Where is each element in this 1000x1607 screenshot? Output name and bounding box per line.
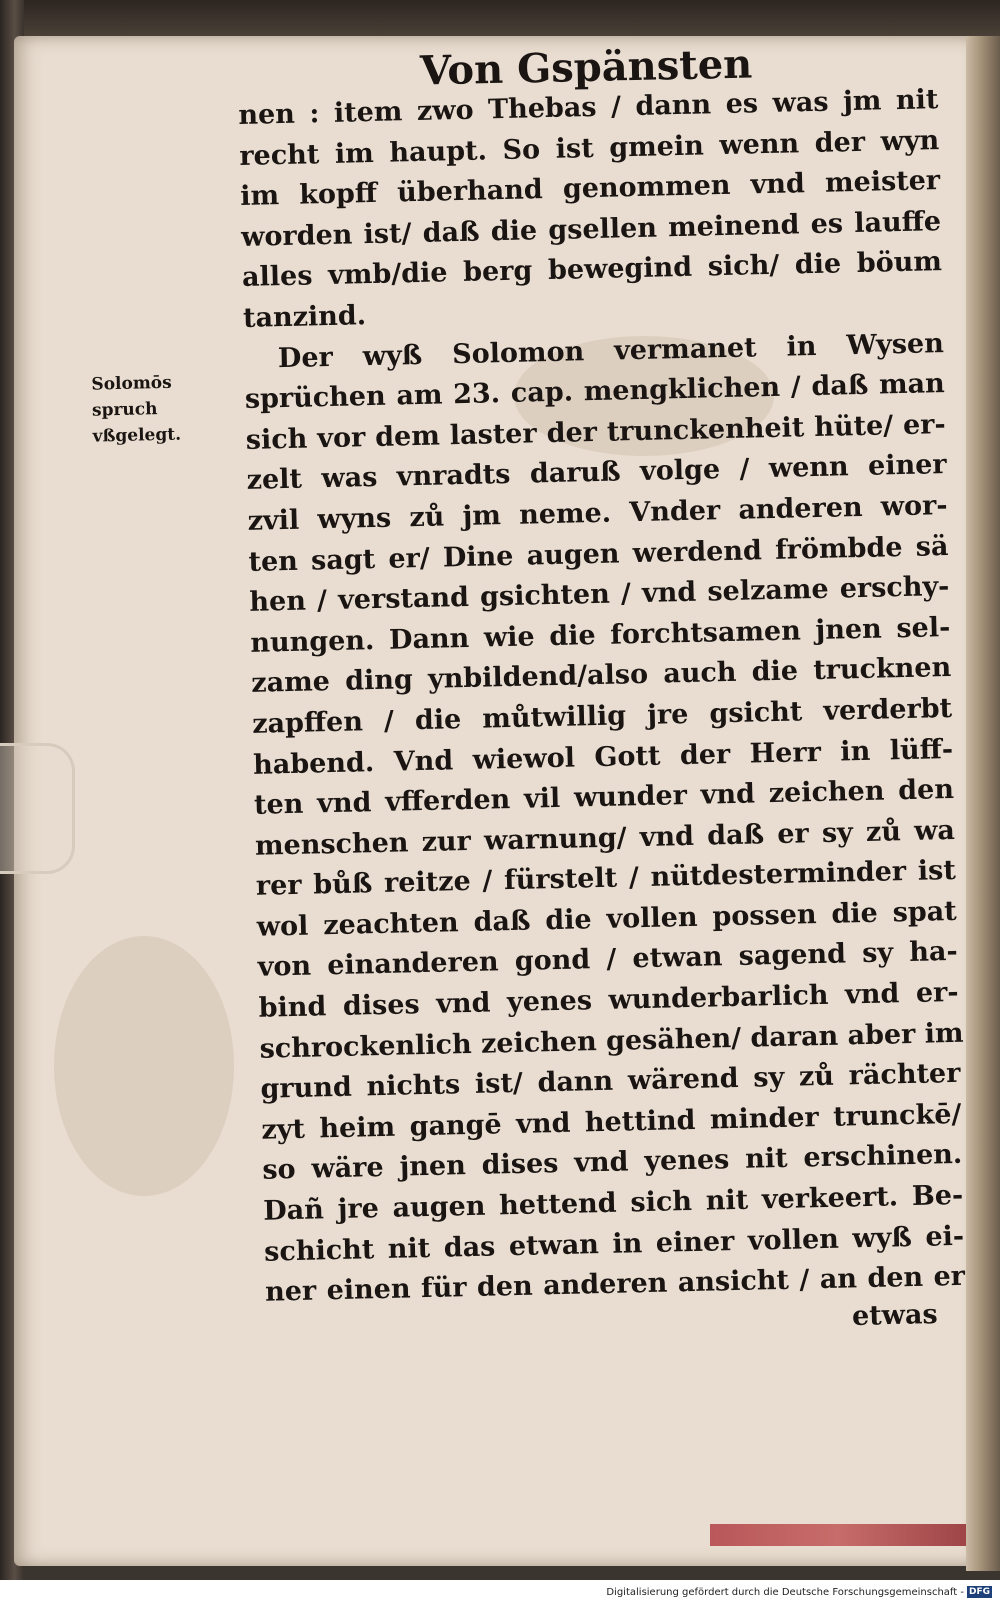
text-line: zelt was vnradts daruß volge / wenn einer xyxy=(246,449,947,497)
text-line: nen : item zwo Thebas / dann es was jm nit xyxy=(238,84,939,131)
text-line: habend. Vnd wiewol Gott der Herr in lüff- xyxy=(252,733,954,781)
body-text xyxy=(238,80,965,1313)
text-line: nungen. Dann wie die forchtsamen jnen sel- xyxy=(250,611,951,659)
catchword: etwas xyxy=(851,1299,938,1332)
text-line: menschen zur warnung/ vnd daß er sy zů wa xyxy=(254,814,956,862)
text-line: worden ist/ daß die gsellen meinend es lauffe xyxy=(240,205,942,253)
footer-bar xyxy=(0,1580,1000,1607)
red-cover-edge xyxy=(710,1524,966,1546)
text-line: von einanderen gond / etwan sagend sy ha- xyxy=(257,936,958,984)
text-line: recht im haupt. So ist gmein wenn der wyn xyxy=(239,124,940,172)
page-fore-edge xyxy=(966,36,1000,1571)
text-line: rer bůß reitze / fürstelt / nütdesterminder ist xyxy=(255,855,957,903)
text-line: schrockenlich zeichen gesähen/ daran aber im xyxy=(259,1017,964,1065)
book-top-edge xyxy=(0,0,1000,40)
text-line: sich vor dem laster der trunckenheit hüte/ er- xyxy=(245,408,946,456)
text-line: zyt heim gangē vnd hettind minder trunckē/ xyxy=(261,1098,962,1146)
text-line: im kopff überhand genommen vnd meister xyxy=(239,165,941,213)
text-line: zame ding ynbildend/also auch die trucknen xyxy=(250,652,952,700)
text-line: ner einen für den anderen ansicht / an den er xyxy=(264,1261,966,1308)
text-line: sprüchen am 23. cap. mengklichen / daß man xyxy=(244,368,946,416)
text-line: alles vmb/die berg bewegind sich/ die böum xyxy=(241,246,943,294)
text-line: ten sagt er/ Dine augen werdend frömbde sä xyxy=(248,530,949,578)
text-line: so wäre jnen dises vnd yenes nit erschinen. xyxy=(262,1139,963,1187)
marginal-note-line: vßgelegt. xyxy=(92,424,182,447)
dfg-logo: DFG xyxy=(968,1587,990,1597)
text-line: hen / verstand gsichten / vnd selzame erschy- xyxy=(249,571,950,618)
text-line: tanzind. xyxy=(242,300,367,334)
marginal-note-line: spruch xyxy=(91,399,158,421)
text-line: Der wyß Solomon vermanet in Wysen xyxy=(277,327,945,374)
clasp-mark xyxy=(0,743,75,874)
running-heading: Von Gspänsten xyxy=(419,40,753,95)
marginal-note xyxy=(91,368,233,449)
text-line: wol zeachten daß die vollen possen die spat xyxy=(256,895,958,943)
text-line: bind dises vnd yenes wunderbarlich vnd er- xyxy=(258,976,959,1024)
text-line: schicht nit das etwan in einer vollen wyß ei- xyxy=(263,1220,965,1268)
funding-credit: Digitalisierung gefördert durch die Deutsche Forschungsgemeinschaft - xyxy=(606,1587,964,1598)
text-line: zapffen / die můtwillig jre gsicht verderbt xyxy=(251,692,953,740)
text-line: ten vnd vfferden vil wunder vnd zeichen den xyxy=(253,774,955,821)
text-line: grund nichts ist/ dann wärend sy zů rächter xyxy=(260,1058,961,1105)
text-line: Dañ jre augen hettend sich nit verkeert. Be- xyxy=(262,1179,964,1227)
marginal-note-line: Solomōs xyxy=(91,372,172,395)
text-line: zvil wyns zů jm neme. Vnder anderen wor- xyxy=(247,489,948,537)
